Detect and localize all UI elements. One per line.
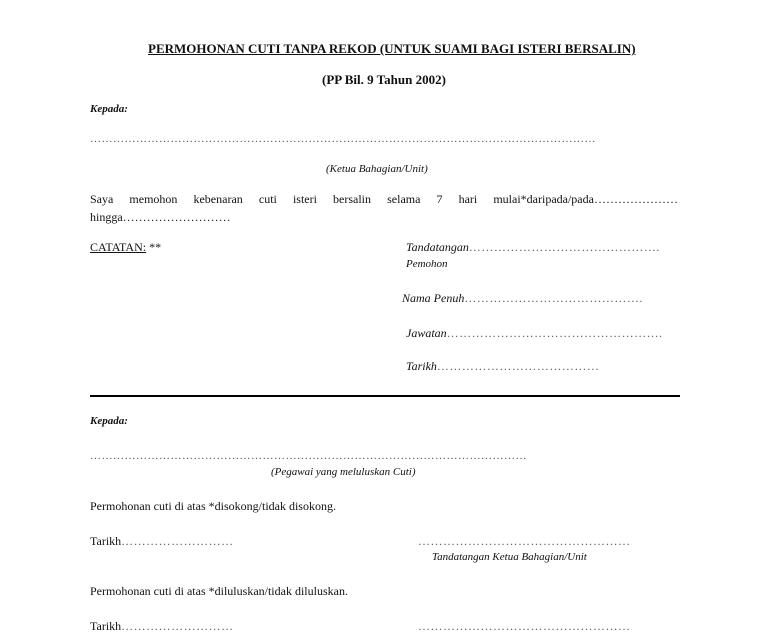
tarikh-dots[interactable]: ………………………………… (436, 359, 600, 373)
recipient-dots-line[interactable]: …………………………………………………………………………………………………………………… (90, 133, 596, 145)
catatan-marks: ** (146, 240, 162, 254)
support-text: Permohonan cuti di atas *disokong/tidak disokong. (90, 499, 336, 513)
catatan (90, 240, 161, 255)
request-word: bersalin (333, 192, 372, 206)
start-date-field[interactable]: mulai*daripada/pada………………… (493, 192, 678, 206)
form-subtitle: (PP Bil. 9 Tahun 2002) (322, 72, 446, 87)
tarikh-label-3: Tarikh (90, 619, 122, 633)
request-word: cuti (258, 192, 277, 206)
request-word: memohon (129, 192, 178, 206)
approver-dots-line[interactable]: …………………………………………………………………………………………………… (90, 450, 527, 462)
request-word: kebenaran (193, 192, 243, 206)
approve-text: Permohonan cuti di atas *diluluskan/tidak diluluskan. (90, 584, 348, 598)
approver-caption: (Pegawai yang meluluskan Cuti) (271, 466, 416, 478)
nama-field[interactable] (402, 291, 643, 306)
tarikh-dots-3[interactable]: ……………………… (121, 619, 234, 633)
days-value: 7 (436, 192, 443, 206)
form-title: PERMOHONAN CUTI TANPA REKOD (UNTUK SUAMI BAGI ISTERI BERSALIN) (148, 41, 636, 56)
end-date-field[interactable]: hingga……………………… (90, 210, 231, 224)
jawatan-label: Jawatan (406, 326, 447, 340)
kepada-label-2: Kepada: (90, 415, 128, 427)
request-word: hari (458, 192, 478, 206)
jawatan-dots[interactable]: ……………………………………………. (446, 326, 663, 340)
request-word: isteri (292, 192, 317, 206)
tarikh-label-2: Tarikh (90, 534, 122, 548)
nama-dots[interactable]: ……………………………………. (464, 291, 643, 305)
head-signature-caption: Tandatangan Ketua Bahagian/Unit (432, 551, 587, 563)
tarikh-field[interactable] (406, 359, 599, 374)
pemohon-label: Pemohon (406, 258, 448, 270)
catatan-label: CATATAN: (90, 240, 147, 254)
nama-label: Nama Penuh (402, 291, 465, 305)
request-word: Saya (90, 192, 114, 206)
jawatan-field[interactable] (406, 326, 663, 341)
tarikh-field-3[interactable] (90, 619, 234, 634)
request-word: selama (387, 192, 421, 206)
tarikh-field-2[interactable] (90, 534, 234, 549)
section-divider (90, 395, 680, 397)
head-signature-dots[interactable]: …………………………………………… (418, 534, 631, 548)
kepada-label: Kepada: (90, 103, 128, 115)
signature-dots[interactable]: ………………………………………. (468, 240, 660, 254)
signature-field[interactable] (406, 240, 660, 255)
request-sentence (90, 192, 678, 207)
tarikh-dots-2[interactable]: ……………………… (121, 534, 234, 548)
signature-label: Tandatangan (406, 240, 469, 254)
tarikh-label: Tarikh (406, 359, 437, 373)
recipient-caption: (Ketua Bahagian/Unit) (326, 163, 428, 175)
approver-signature-dots[interactable]: …………………………………………… (418, 619, 631, 633)
